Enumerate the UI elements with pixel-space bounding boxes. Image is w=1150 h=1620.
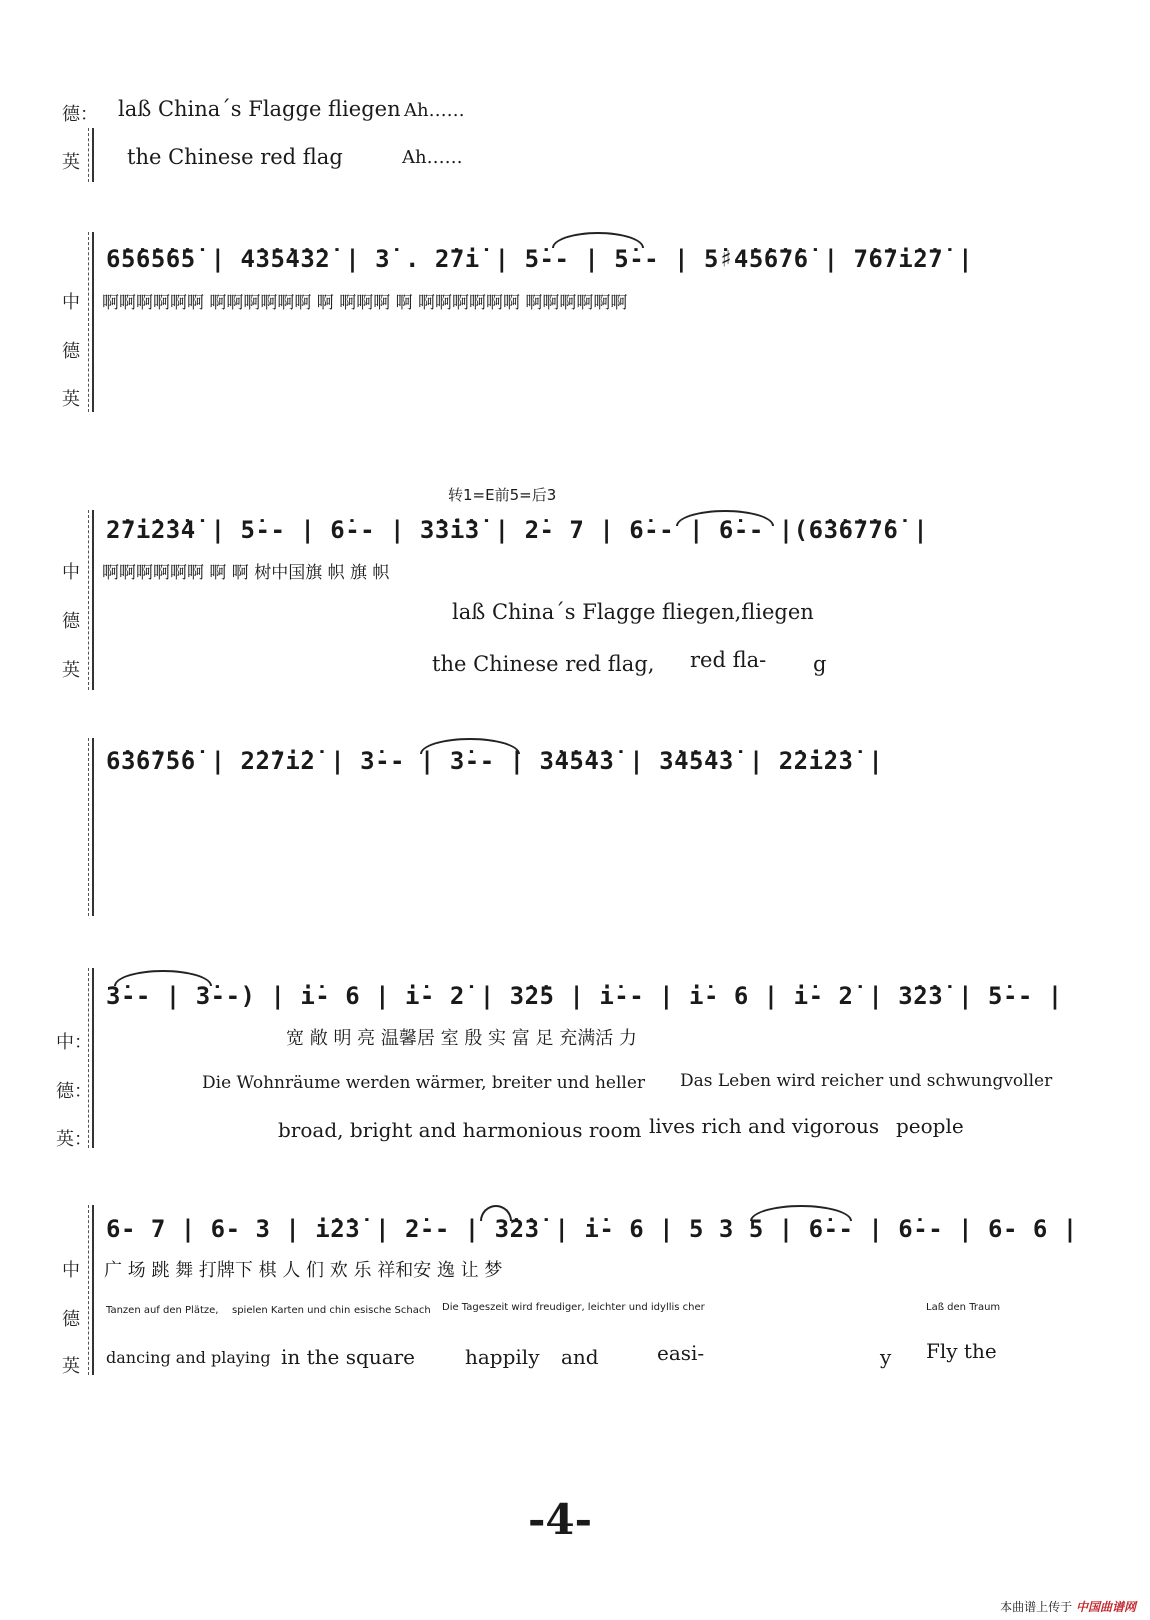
system4-en-lyric-3: people	[896, 1114, 964, 1138]
system3-notes: 6̇3̇6̇7̇5̇6̇ | 2̇2̇7i̇2̇ | 3̇-- | 3̇-- | 3̇4̇5̇4̇3̇ | 3̇4̇5̇4̇3̇ | 2̇2̇i̇2̇3̇ |	[106, 747, 884, 775]
system5-de-lyric-2: spielen Karten und chin	[232, 1305, 351, 1316]
system2-brace	[92, 510, 101, 690]
site-logo: 中国曲谱网	[1075, 1600, 1136, 1614]
system2-de-label: 德	[62, 611, 80, 632]
system3-brace	[92, 738, 101, 916]
system5-en-lyric-6: y	[880, 1345, 892, 1369]
system5-en-lyric-4: and	[561, 1345, 599, 1369]
system5-notes: 6- 7 | 6- 3 | i̇2̇3̇ | 2̇-- | 3̇2̇3̇ | i̇- 6 | 5 3 5 | 6̇-- | 6̇-- | 6- 6 |	[106, 1215, 1078, 1243]
footer	[1000, 1598, 1136, 1615]
top-de-lyric: laß China´s Flagge fliegen	[118, 97, 401, 121]
system5-brace	[92, 1205, 101, 1375]
system4-zh-label: 中：	[56, 1032, 92, 1053]
system1-zh-label: 中	[62, 292, 80, 313]
system5-zh-label: 中	[62, 1260, 80, 1281]
en-label: 英	[62, 152, 80, 173]
system5-en-label: 英	[62, 1356, 80, 1377]
top-en-ah: Ah……	[402, 147, 463, 168]
system5-en-lyric-5: easi-	[657, 1341, 705, 1365]
de-label: 德：	[62, 104, 98, 125]
top-de-ah: Ah……	[404, 100, 465, 121]
system5-en-lyric-1: dancing and playing	[106, 1348, 271, 1367]
system2-en-label: 英	[62, 660, 80, 681]
system4-notes: 3̇-- | 3̇--) | i̇- 6 | i̇- 2̇ | 3̇2̇5 | i̇-- | i̇- 6 | i̇- 2̇ | 3̇2̇3̇ | 5̇-- |	[106, 982, 1063, 1010]
modulation-marking: 转1=E前5=后3	[448, 486, 557, 504]
system5-de-lyric-3: esische Schach	[354, 1305, 431, 1316]
system5-de-lyric-1: Tanzen auf den Plätze,	[106, 1305, 219, 1316]
system4-en-label: 英：	[56, 1129, 92, 1150]
system4-en-lyric-1: broad, bright and harmonious room	[278, 1118, 642, 1142]
system1-en-label: 英	[62, 389, 80, 410]
system2-en-lyric-3: g	[813, 652, 827, 676]
system5-de-label: 德	[62, 1309, 80, 1330]
system5-de-lyric-5: Laß den Traum	[926, 1302, 1001, 1313]
system2-notes: 2̇7i̇2̇3̇4̇ | 5̇-- | 6̇-- | 3̇3̇i̇3̇ | 2̇- 7 | 6̇-- | 6̇-- |(6̇3̇6̇7̇7̇6̇ |	[106, 516, 929, 544]
system5-en-lyric-2: in the square	[281, 1345, 416, 1369]
top-en-lyric: the Chinese red flag	[127, 145, 343, 169]
system4-de-label: 德：	[56, 1081, 92, 1102]
system4-de-lyric-2: Das Leben wird reicher und schwungvoller	[680, 1071, 1053, 1091]
system5-en-lyric-7: Fly the	[926, 1339, 997, 1363]
system1-zh-lyrics: 啊啊啊啊啊啊 啊啊啊啊啊啊 啊 啊啊啊 啊 啊啊啊啊啊啊 啊啊啊啊啊啊	[102, 293, 628, 313]
top-brace	[92, 128, 101, 182]
system2-zh-label: 中	[62, 562, 80, 583]
footer-text: 本曲谱上传于	[1000, 1600, 1073, 1614]
system5-en-lyric-3: happily	[465, 1345, 540, 1369]
system1-de-label: 德	[62, 341, 80, 362]
system4-zh-lyrics: 宽 敞 明 亮 温馨居 室 殷 实 富 足 充满活 力	[286, 1028, 637, 1049]
system2-en-lyric-1: the Chinese red flag,	[432, 652, 655, 676]
system5-zh-lyrics: 广 场 跳 舞 打牌下 棋 人 们 欢 乐 祥和安 逸 让 梦	[104, 1260, 503, 1281]
system4-brace	[92, 968, 101, 1148]
system1-brace	[92, 232, 101, 412]
system4-de-lyric-1: Die Wohnräume werden wärmer, breiter und heller	[202, 1073, 646, 1093]
system2-zh-lyrics: 啊啊啊啊啊啊 啊 啊 树中国旗 帜 旗 帜	[102, 563, 390, 583]
system2-en-lyric-2: red fla-	[690, 648, 767, 672]
system4-en-lyric-2: lives rich and vigorous	[649, 1114, 880, 1138]
system2-de-lyric: laß China´s Flagge fliegen,fliegen	[452, 600, 814, 624]
system5-de-lyric-4: Die Tageszeit wird freudiger, leichter und idyllis cher	[442, 1302, 705, 1313]
system1-notes: 6̇5̇6̇5̇6̇5̇ | 4̇3̇5̇4̇3̇2̇ | 3̇ . 2̇7i̇ | 5̇-- | 5̇-- | 5̇♯4̇5̇6̇7̇6̇ | 7̇6̇7i̇2̇7̇ |	[106, 245, 974, 273]
page-number: -4-	[528, 1495, 593, 1544]
